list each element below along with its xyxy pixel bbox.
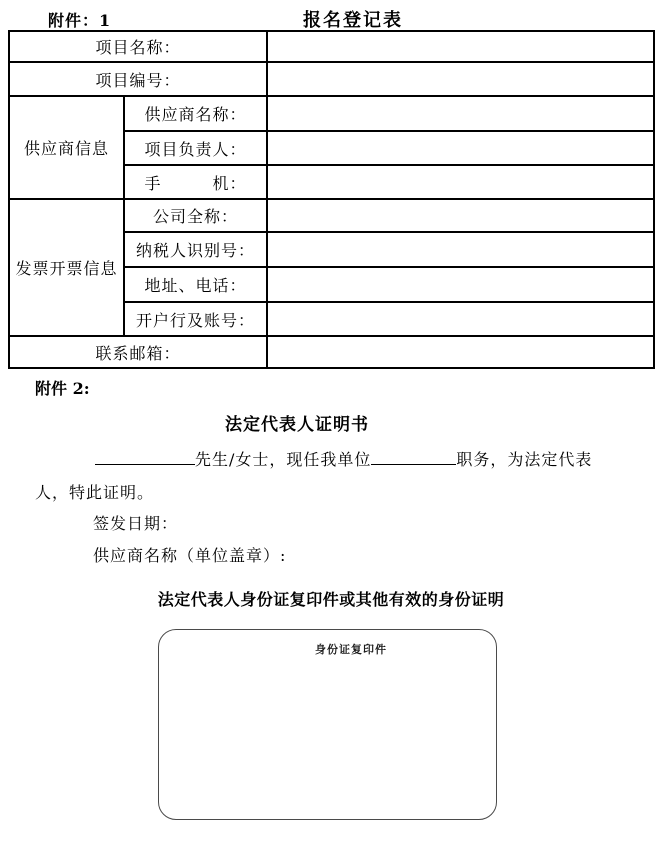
address-phone-value-cell[interactable] (267, 267, 654, 302)
id-copy-box[interactable] (158, 629, 497, 820)
paragraph-text-2: 职务，为法定代表 (456, 450, 593, 469)
company-name-label: 公司全称： (124, 199, 267, 232)
bank-account-value-cell[interactable] (267, 302, 654, 336)
attachment2-label: 附件 2: (35, 379, 90, 398)
supplier-name-label: 供应商名称： (124, 96, 267, 131)
certificate-paragraph-line1 (95, 447, 592, 470)
mobile-value-cell[interactable] (267, 165, 654, 199)
table-row (9, 336, 654, 368)
table-row (9, 62, 654, 96)
registration-table (8, 30, 655, 369)
contact-email-label: 联系邮箱： (9, 336, 267, 368)
id-copy-box-label: 身份证复印件 (315, 643, 387, 656)
name-blank-field[interactable] (95, 447, 195, 465)
table-row (9, 199, 654, 232)
attachment1-label: 附件：1 (48, 11, 112, 30)
company-name-value-cell[interactable] (267, 199, 654, 232)
paragraph-text-1: 先生/女士，现任我单位 (195, 450, 372, 469)
form-title: 报名登记表 (303, 10, 403, 31)
bank-account-label: 开户行及账号： (124, 302, 267, 336)
project-manager-label: 项目负责人： (124, 131, 267, 165)
project-manager-value-cell[interactable] (267, 131, 654, 165)
project-name-label: 项目名称： (9, 31, 267, 62)
taxpayer-id-label: 纳税人识别号： (124, 232, 267, 267)
certificate-title: 法定代表人证明书 (225, 415, 369, 435)
supplier-info-group-label: 供应商信息 (9, 96, 124, 199)
address-phone-label: 地址、电话： (124, 267, 267, 302)
mobile-label: 手 机： (124, 165, 267, 199)
project-number-label: 项目编号： (9, 62, 267, 96)
position-blank-field[interactable] (371, 447, 456, 465)
issue-date-label: 签发日期： (93, 514, 179, 533)
supplier-seal-label: 供应商名称（单位盖章）: (93, 546, 287, 565)
table-row (9, 96, 654, 131)
project-number-value-cell[interactable] (267, 62, 654, 96)
invoice-info-group-label: 发票开票信息 (9, 199, 124, 336)
contact-email-value-cell[interactable] (267, 336, 654, 368)
table-row (9, 31, 654, 62)
supplier-name-value-cell[interactable] (267, 96, 654, 131)
certificate-paragraph-line2: 人，特此证明。 (35, 483, 155, 502)
project-name-value-cell[interactable] (267, 31, 654, 62)
id-copy-heading: 法定代表人身份证复印件或其他有效的身份证明 (157, 590, 505, 609)
taxpayer-id-value-cell[interactable] (267, 232, 654, 267)
